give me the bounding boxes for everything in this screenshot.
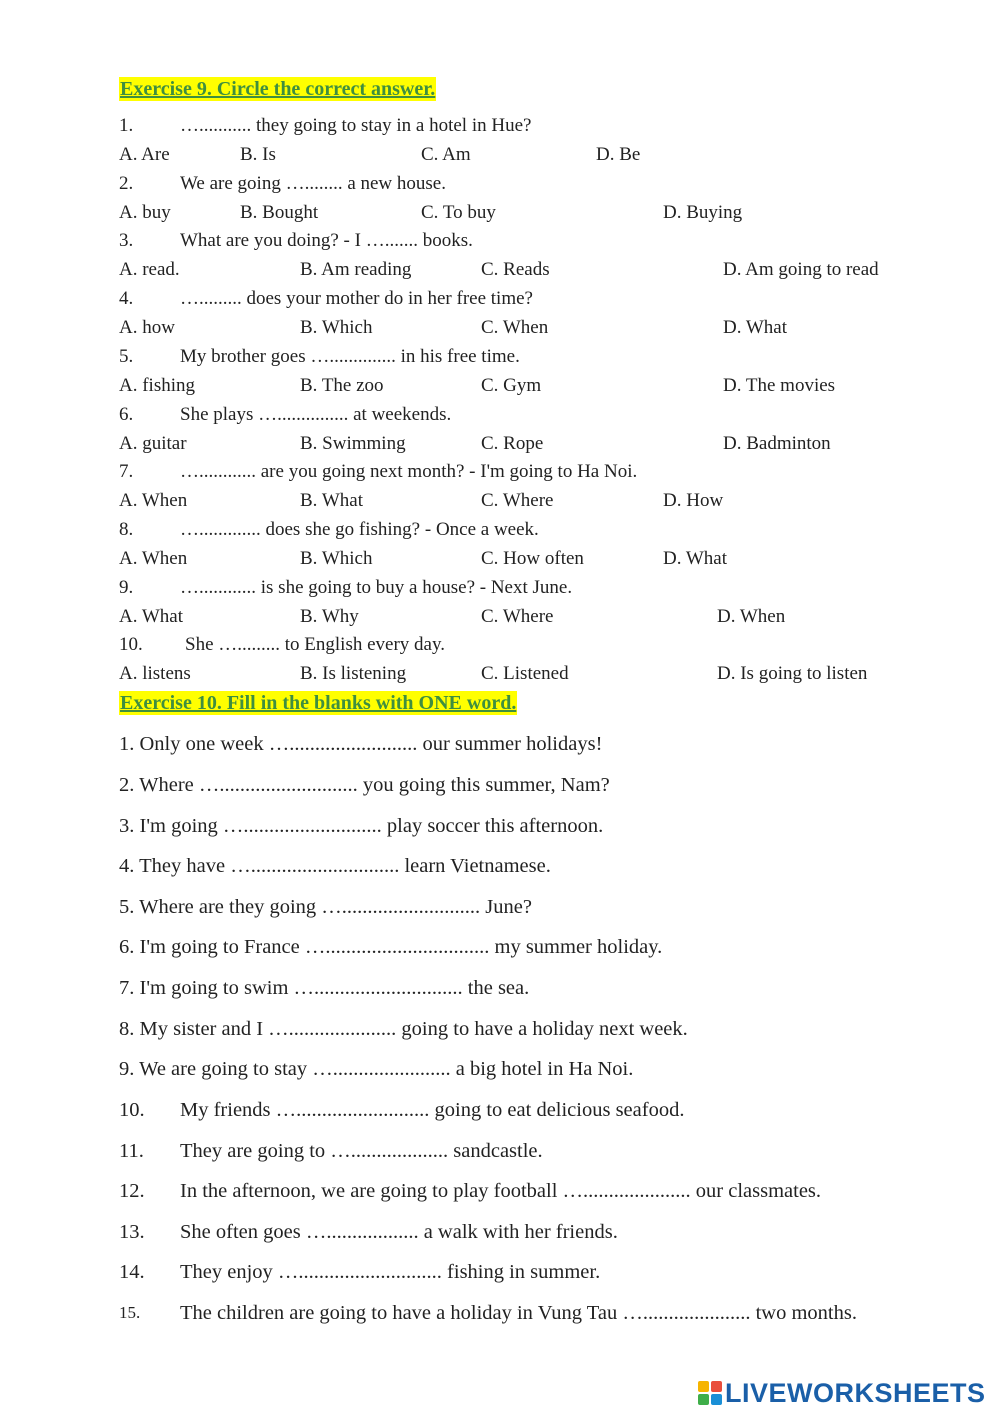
fill-blank-item [119,731,979,757]
question-text: My brother goes ….............. in his free time. [180,346,520,367]
item-text[interactable]: 6. I'm going to France …................................ my summer holiday. [119,936,663,958]
question-text: She plays …............... at weekends. [180,404,452,425]
answer-option[interactable]: D. Be [596,144,641,165]
fill-blank-item [119,975,979,1001]
liveworksheets-logo-icon [698,1381,722,1405]
question-number: 9. [119,577,134,598]
question-text: …............ is she going to buy a house? - Next June. [180,577,573,598]
logo-mark-square [711,1394,722,1405]
item-text[interactable]: 3. I'm going …........................... play soccer this afternoon. [119,815,604,837]
question-text: …........... they going to stay in a hotel in Hue? [180,115,532,136]
fill-blank-item [119,1056,979,1082]
answer-option[interactable]: C. When [481,317,549,338]
question-number: 6. [119,404,134,425]
answer-option[interactable]: D. Am going to read [723,259,879,280]
item-number: 14. [119,1261,145,1283]
answer-option[interactable]: A. Are [119,144,170,165]
item-number: 10. [119,1099,145,1121]
answer-option[interactable]: C. Where [481,490,554,511]
question-number: 3. [119,230,134,251]
item-text[interactable]: 8. My sister and I …..................... going to have a holiday next week. [119,1018,688,1040]
answer-option[interactable]: B. Is listening [300,663,407,684]
answer-option[interactable]: C. Reads [481,259,550,280]
answer-option[interactable]: B. What [300,490,363,511]
item-text[interactable]: She often goes ….................. a walk with her friends. [180,1221,618,1243]
question-number: 2. [119,173,134,194]
question-number: 4. [119,288,134,309]
item-text[interactable]: 7. I'm going to swim …............................. the sea. [119,977,530,999]
answer-option[interactable]: B. Which [300,317,373,338]
answer-option[interactable]: D. The movies [723,375,836,396]
fill-blank-item [119,772,979,798]
answer-option[interactable]: A. fishing [119,375,195,396]
question-number: 7. [119,461,134,482]
item-text[interactable]: In the afternoon, we are going to play football …..................... our classmates. [180,1180,822,1202]
answer-option[interactable]: C. Am [421,144,471,165]
fill-blank-item [119,853,979,879]
answer-option[interactable]: C. Gym [481,375,542,396]
answer-option[interactable]: B. Which [300,548,373,569]
question-text: We are going …........ a new house. [180,173,446,194]
answer-option[interactable]: D. When [717,606,786,627]
answer-option[interactable]: A. buy [119,202,171,223]
answer-option[interactable]: B. Bought [240,202,319,223]
item-text[interactable]: The children are going to have a holiday in Vung Tau …..................... two months. [180,1302,857,1324]
item-number: 12. [119,1180,145,1202]
item-text[interactable]: 4. They have …............................. learn Vietnamese. [119,855,551,877]
fill-blank-item [119,813,979,839]
fill-blank-item [119,1178,979,1204]
answer-option[interactable]: B. Am reading [300,259,412,280]
question-number: 10. [119,634,143,655]
logo-mark-square [698,1394,709,1405]
liveworksheets-logo [698,1378,986,1408]
item-text[interactable]: They are going to …................... sandcastle. [180,1140,543,1162]
fill-blank-item [119,1097,979,1123]
answer-option[interactable]: D. What [663,548,728,569]
item-number: 15. [119,1303,141,1322]
item-text[interactable]: 2. Where …........................... you going this summer, Nam? [119,774,610,796]
answer-option[interactable]: D. Buying [663,202,743,223]
item-text[interactable]: My friends ….......................... going to eat delicious seafood. [180,1099,685,1121]
question-text: What are you doing? - I …....... books. [180,230,473,251]
fill-blank-item [119,1219,979,1245]
logo-wordmark: LIVEWORKSHEETS [725,1377,986,1408]
answer-option[interactable]: B. The zoo [300,375,384,396]
question-number: 8. [119,519,134,540]
question-text: She …......... to English every day. [185,634,445,655]
fill-blank-item [119,1016,979,1042]
fill-blank-item [119,934,979,960]
answer-option[interactable]: D. Is going to listen [717,663,868,684]
answer-option[interactable]: D. How [663,490,724,511]
answer-option[interactable]: C. To buy [421,202,496,223]
answer-option[interactable]: A. What [119,606,184,627]
answer-option[interactable]: C. Rope [481,433,544,454]
answer-option[interactable]: B. Is [240,144,276,165]
item-text[interactable]: They enjoy …............................ fishing in summer. [180,1261,601,1283]
answer-option[interactable]: B. Why [300,606,359,627]
answer-option[interactable]: C. Listened [481,663,569,684]
answer-option[interactable]: C. Where [481,606,554,627]
answer-option[interactable]: A. read. [119,259,180,280]
answer-option[interactable]: A. When [119,548,188,569]
answer-option[interactable]: D. What [723,317,788,338]
answer-option[interactable]: A. guitar [119,433,187,454]
fill-blank-item [119,894,979,920]
exercise-10-title: Exercise 10. Fill in the blanks with ONE word. [120,692,517,714]
answer-option[interactable]: A. listens [119,663,191,684]
exercise-9-title: Exercise 9. Circle the correct answer. [120,78,436,100]
question-number: 1. [119,115,134,136]
item-text[interactable]: 9. We are going to stay …....................... a big hotel in Ha Noi. [119,1058,634,1080]
item-number: 13. [119,1221,145,1243]
question-number: 5. [119,346,134,367]
answer-option[interactable]: A. When [119,490,188,511]
answer-option[interactable]: A. how [119,317,175,338]
item-number: 11. [119,1140,144,1162]
answer-option[interactable]: D. Badminton [723,433,831,454]
question-text: …............. does she go fishing? - Once a week. [180,519,539,540]
logo-mark-square [711,1381,722,1392]
question-text: …......... does your mother do in her free time? [180,288,533,309]
fill-blank-item [119,1300,979,1326]
item-text[interactable]: 5. Where are they going …........................... June? [119,896,532,918]
item-text[interactable]: 1. Only one week …......................... our summer holidays! [119,733,603,755]
fill-blank-item [119,1259,979,1285]
fill-blank-item [119,1138,979,1164]
answer-option[interactable]: B. Swimming [300,433,406,454]
question-text: …............ are you going next month? - I'm going to Ha Noi. [180,461,638,482]
answer-option[interactable]: C. How often [481,548,584,569]
logo-mark-square [698,1381,709,1392]
